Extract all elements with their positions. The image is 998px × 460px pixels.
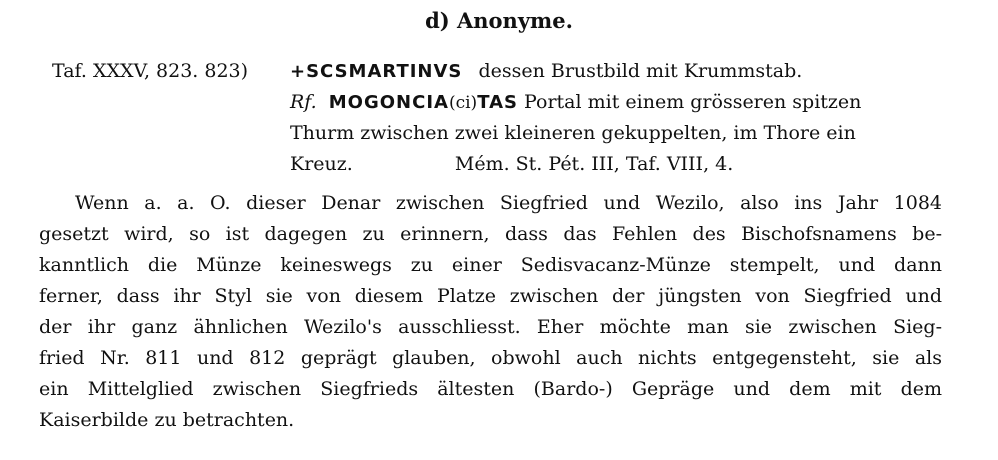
paragraph-line: der ihr ganz ähnlichen Wezilo's ausschliesst. Eher möchte man sie zwischen Sieg- <box>39 316 942 338</box>
paragraph-line: kanntlich die Münze keineswegs zu einer Sedisvacanz-Münze stempelt, und dann <box>39 254 942 276</box>
obverse-description: dessen Brustbild mit Krummstab. <box>478 60 803 82</box>
bibliographic-citation: Mém. St. Pét. III, Taf. VIII, 4. <box>454 153 734 175</box>
reverse-label: Rf. <box>290 91 317 113</box>
obverse-line <box>290 60 942 82</box>
reverse-description-2: Thurm zwischen zwei kleineren gekuppelten, im Thore ein <box>290 122 856 144</box>
reverse-line-3 <box>290 153 942 175</box>
obverse-legend: +SCSMARTINVS <box>290 61 463 82</box>
paragraph-line: Wenn a. a. O. dieser Denar zwischen Siegfried und Wezilo, also ins Jahr 1084 <box>75 192 942 214</box>
paragraph-line: Kaiserbilde zu betrachten. <box>39 409 295 431</box>
reverse-line-1 <box>290 91 942 113</box>
paragraph-line: ein Mittelglied zwischen Siegfrieds ältesten (Bardo-) Gepräge und dem mit dem <box>39 378 942 400</box>
reverse-description-1: Portal mit einem grösseren spitzen <box>524 91 862 113</box>
reverse-description-3: Kreuz. <box>290 153 353 175</box>
paragraph-line: fried Nr. 811 und 812 geprägt glauben, obwohl auch nichts entgegensteht, sie als <box>39 347 942 369</box>
paragraph-line: gesetzt wird, so ist dagegen zu erinnern, dass das Fehlen des Bischofsnamens be- <box>39 223 942 245</box>
commentary-paragraph <box>39 188 942 436</box>
reverse-legend-ci: (ci) <box>448 93 478 113</box>
reverse-line-2 <box>290 122 942 144</box>
section-heading: d) Anonyme. <box>425 8 573 33</box>
reverse-legend-part-a: MOGONCIA <box>328 92 449 113</box>
paragraph-line: ferner, dass ihr Styl sie von diesem Platze zwischen der jüngsten von Siegfried und <box>39 285 942 307</box>
reverse-legend-part-b: TAS <box>477 92 518 113</box>
plate-reference: Taf. XXXV, 823. 823) <box>52 60 249 82</box>
